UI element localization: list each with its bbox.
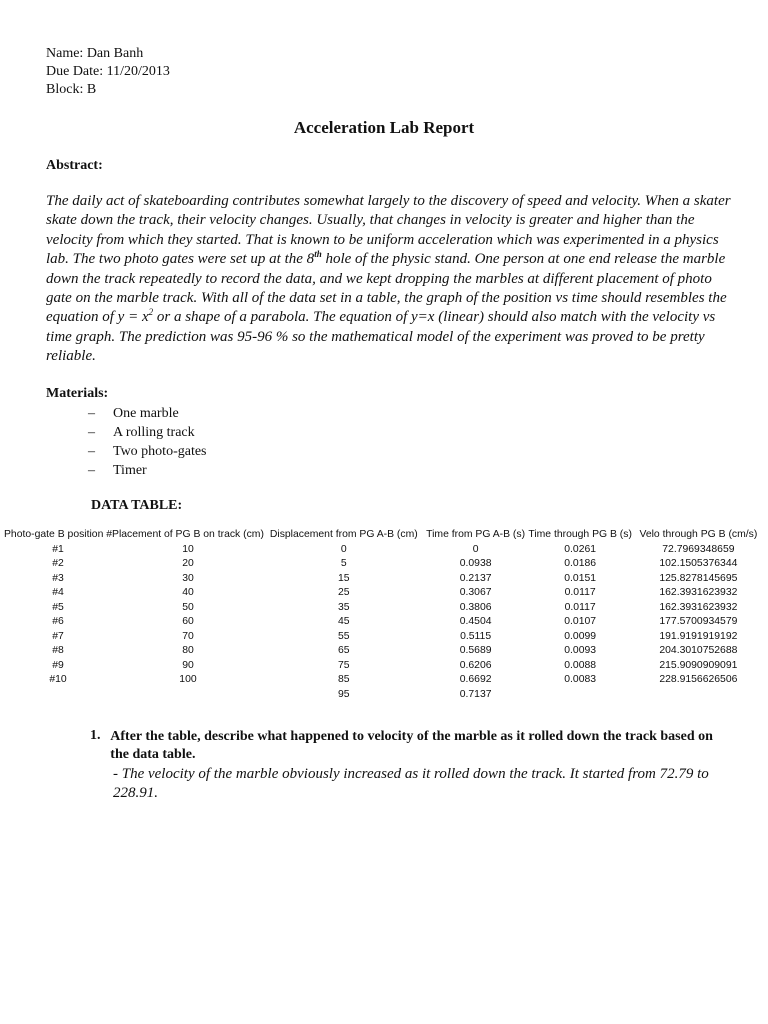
- column-header: Time through PG B (s): [528, 529, 632, 540]
- table-row: [4, 659, 764, 674]
- table-cell: 50: [182, 601, 194, 613]
- table-cell: 55: [338, 630, 350, 642]
- table-cell: 0.0107: [564, 616, 597, 627]
- materials-heading: Materials:: [46, 386, 109, 401]
- table-cell: 0: [340, 543, 347, 555]
- abstract-text-part-3: or a shape of a parabola. The equation of y=x (linear) should also match with the velocity vs time graph. The prediction was 95-96 % so the mathematical model of the experiment was proved to be pretty reliable.: [46, 309, 716, 365]
- table-cell: 0.5115: [460, 630, 492, 642]
- list-dash: –: [88, 444, 95, 459]
- table-row: [4, 615, 764, 630]
- table-row: [4, 630, 764, 645]
- table-cell: 0.0151: [564, 572, 597, 584]
- table-cell: 65: [338, 645, 350, 656]
- table-cell: 215.9090909091: [659, 659, 738, 671]
- question-number: 1.: [90, 728, 101, 743]
- material-label: Timer: [113, 463, 147, 478]
- table-cell: 0: [472, 543, 479, 555]
- table-cell: 0.0083: [564, 674, 597, 685]
- table-cell: 0.6206: [459, 659, 492, 671]
- column-header: Displacement from PG A-B (cm): [269, 529, 418, 540]
- data-table-heading: DATA TABLE:: [91, 498, 183, 513]
- table-cell: 0.0099: [564, 630, 597, 642]
- list-item: [88, 442, 207, 461]
- table-cell: 0.5689: [459, 645, 492, 656]
- table-cell: 80: [182, 645, 194, 656]
- table-row: [4, 644, 764, 659]
- table-row: [4, 601, 764, 616]
- table-cell: 204.3010752688: [659, 645, 738, 656]
- table-cell: 0.0117: [564, 587, 596, 598]
- question-prompt: After the table, describe what happened to velocity of the marble as it rolled down the track based on the data table.: [110, 729, 713, 762]
- table-cell: #2: [52, 558, 64, 569]
- table-cell: 102.1505376344: [659, 558, 738, 569]
- table-cell: 20: [182, 558, 194, 569]
- abstract-text: [46, 192, 736, 367]
- table-cell: 0.6692: [459, 674, 492, 685]
- column-header: Placement of PG B on track (cm): [112, 529, 264, 540]
- list-item: [88, 423, 207, 442]
- table-cell: #5: [52, 601, 64, 613]
- table-cell: [4, 688, 112, 703]
- column-header: Time from PG A-B (s): [426, 529, 526, 540]
- table-cell: #3: [52, 572, 64, 584]
- abstract-text-part-1: The daily act of skateboarding contributes somewhat largely to the discovery of speed and velocity. When a skater skate down the track, their velocity changes. Usually, that changes in velocity is greater and higher than the velocity from which they started. That is known to be uniform acceleration which was experimented in a physics lab. The two photo gates were set up at the 8: [46, 193, 731, 268]
- list-dash: –: [88, 425, 95, 440]
- table-cell: 100: [179, 674, 197, 685]
- question-1: [90, 728, 720, 803]
- table-cell: 40: [182, 587, 194, 598]
- table-cell: 75: [338, 659, 350, 671]
- table-cell: 45: [338, 616, 350, 627]
- table-cell: 0.2137: [459, 572, 492, 584]
- student-header: [46, 45, 170, 99]
- question-answer: - The velocity of the marble obviously increased as it rolled down the track. It started from 72.79 to 228.91.: [113, 766, 709, 801]
- table-cell: 90: [182, 659, 194, 671]
- table-cell: #8: [52, 645, 64, 656]
- table-cell: 0.3806: [459, 601, 492, 613]
- student-name: Name: Dan Banh: [46, 46, 144, 61]
- table-row: [4, 586, 764, 601]
- table-cell: #4: [52, 587, 64, 598]
- column-header: Velo through PG B (cm/s): [639, 529, 758, 540]
- abstract-superscript-th: th: [314, 249, 322, 260]
- table-cell: 162.3931623932: [659, 601, 738, 613]
- table-cell: 0.0093: [564, 645, 597, 656]
- abstract-superscript-2: 2: [148, 307, 154, 318]
- table-cell: [112, 688, 264, 703]
- table-cell: #6: [52, 616, 64, 627]
- abstract-heading: Abstract:: [46, 158, 103, 173]
- table-row: [4, 673, 764, 688]
- table-cell: 70: [182, 630, 194, 642]
- column-header: Photo-gate B position #: [4, 529, 113, 540]
- table-cell: 95: [338, 688, 350, 700]
- table-cell: #1: [52, 543, 64, 555]
- table-cell: [633, 688, 764, 703]
- table-row: [4, 557, 764, 572]
- table-cell: 0.0938: [459, 558, 492, 569]
- table-cell: 0.3067: [459, 587, 492, 598]
- table-cell: 0.0117: [564, 601, 596, 613]
- table-cell: 30: [182, 572, 194, 584]
- list-dash: –: [88, 406, 95, 421]
- table-cell: 0.7137: [459, 688, 492, 700]
- table-cell: 0.0088: [564, 659, 597, 671]
- table-cell: 162.3931623932: [659, 587, 738, 598]
- table-cell: 191.9191919192: [659, 630, 738, 642]
- table-cell: #7: [52, 630, 64, 642]
- table-row: [4, 572, 764, 587]
- table-row: [4, 688, 764, 703]
- table-cell: 177.5700934579: [659, 616, 738, 627]
- table-cell: [528, 688, 633, 703]
- list-item: [88, 404, 207, 423]
- table-cell: 5: [340, 558, 347, 569]
- table-cell: 10: [182, 543, 194, 555]
- table-cell: 60: [182, 616, 194, 627]
- table-cell: 72.7969348659: [662, 543, 735, 555]
- table-cell: 0.0261: [564, 543, 597, 555]
- data-table: [4, 528, 764, 702]
- report-title: Acceleration Lab Report: [293, 118, 475, 137]
- table-cell: 0.0186: [564, 558, 597, 569]
- table-cell: #10: [49, 674, 67, 685]
- table-header-row: [4, 528, 764, 543]
- block: Block: B: [46, 82, 97, 97]
- material-label: Two photo-gates: [113, 444, 207, 459]
- table-cell: 15: [338, 572, 350, 584]
- material-label: A rolling track: [113, 425, 195, 440]
- table-cell: 25: [338, 587, 350, 598]
- materials-list: [88, 404, 207, 480]
- list-item: [88, 461, 207, 480]
- material-label: One marble: [113, 406, 179, 421]
- table-cell: 0.4504: [459, 616, 492, 627]
- table-row: [4, 543, 764, 558]
- table-cell: 228.9156626506: [659, 674, 738, 685]
- table-cell: 125.8278145695: [659, 572, 738, 584]
- due-date: Due Date: 11/20/2013: [46, 64, 170, 79]
- abstract-text-part-2: hole of the physic stand. One person at one end release the marble down the track repeatedly to record the data, and we kept dropping the marbles at different placement of photo gate on the marble track. With all of the data set in a table, the graph of the position vs time should resembles the equation of y = x: [46, 251, 727, 326]
- table-cell: 35: [338, 601, 350, 613]
- table-cell: 85: [338, 674, 350, 685]
- table-cell: #9: [52, 659, 64, 671]
- list-dash: –: [88, 463, 95, 478]
